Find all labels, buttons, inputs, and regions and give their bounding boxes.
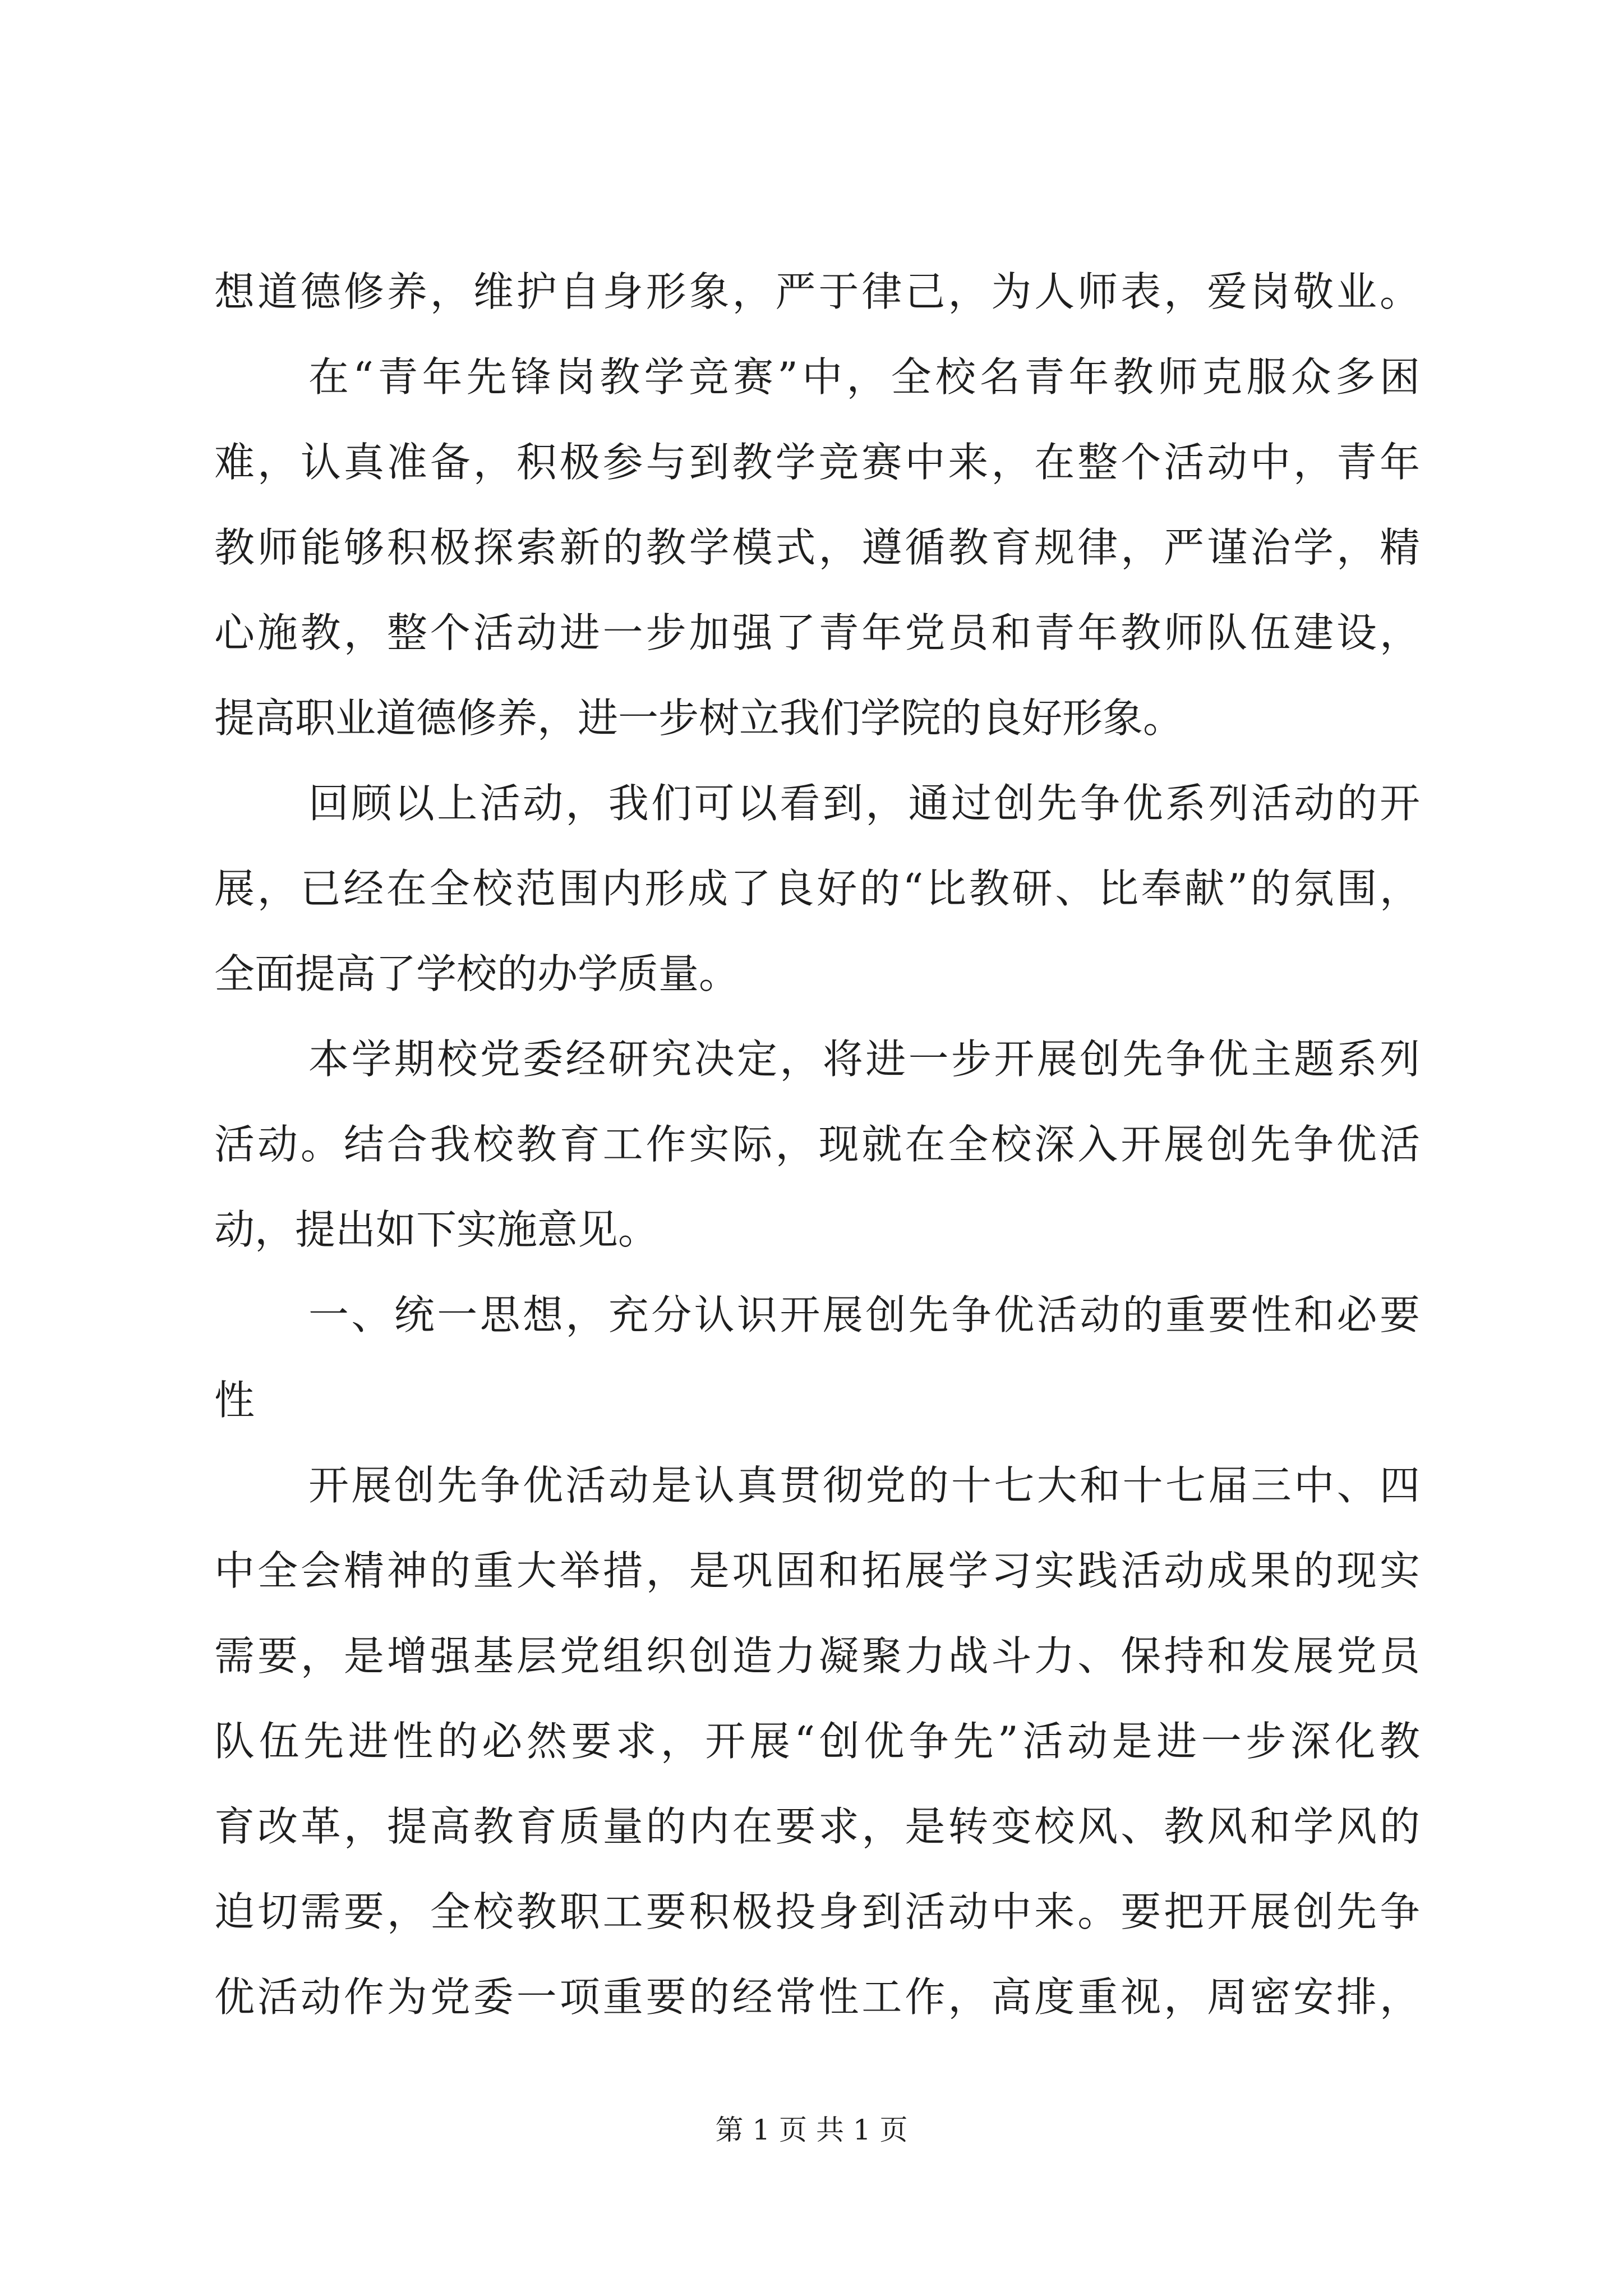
text-line: 展，已经在全校范围内形成了良好的“比教研、比奉献”的氛围，	[214, 865, 1420, 912]
text-line: 心施教，整个活动进一步加强了青年党员和青年教师队伍建设，	[214, 609, 1420, 656]
text-line: 动，提出如下实施意见。	[214, 1206, 659, 1253]
text-line: 回顾以上活动，我们可以看到，通过创先争优系列活动的开	[308, 780, 1420, 827]
text-line: 提高职业道德修养，进一步树立我们学院的良好形象。	[214, 694, 1184, 742]
text-line: 育改革，提高教育质量的内在要求，是转变校风、教风和学风的	[214, 1803, 1420, 1850]
text-line: 教师能够积极探索新的教学模式，遵循教育规律，严谨治学，精	[214, 524, 1420, 571]
text-line: 本学期校党委经研究决定，将进一步开展创先争优主题系列	[308, 1036, 1420, 1083]
text-line: 在“青年先锋岗教学竞赛”中，全校名青年教师克服众多困	[308, 353, 1420, 401]
text-line: 想道德修养，维护自身形象，严于律己，为人师表，爱岗敬业。	[214, 268, 1420, 315]
text-line: 迫切需要，全校教职工要积极投身到活动中来。要把开展创先争	[214, 1888, 1420, 1935]
text-line: 开展创先争优活动是认真贯彻党的十七大和十七届三中、四	[308, 1462, 1420, 1509]
text-line: 优活动作为党委一项重要的经常性工作，高度重视，周密安排，	[214, 1973, 1420, 2021]
section-heading: 性	[214, 1377, 255, 1424]
text-line: 队伍先进性的必然要求，开展“创优争先”活动是进一步深化教	[214, 1718, 1420, 1765]
text-line: 中全会精神的重大举措，是巩固和拓展学习实践活动成果的现实	[214, 1547, 1420, 1594]
text-line: 活动。结合我校教育工作实际，现就在全校深入开展创先争优活	[214, 1121, 1420, 1168]
text-line: 难，认真准备，积极参与到教学竞赛中来，在整个活动中，青年	[214, 439, 1420, 486]
text-line: 需要，是增强基层党组织创造力凝聚力战斗力、保持和发展党员	[214, 1632, 1420, 1680]
page-footer: 第 1 页 共 1 页	[715, 2114, 908, 2146]
text-line: 全面提高了学校的办学质量。	[214, 950, 740, 997]
section-heading: 一、统一思想，充分认识开展创先争优活动的重要性和必要	[308, 1291, 1420, 1338]
